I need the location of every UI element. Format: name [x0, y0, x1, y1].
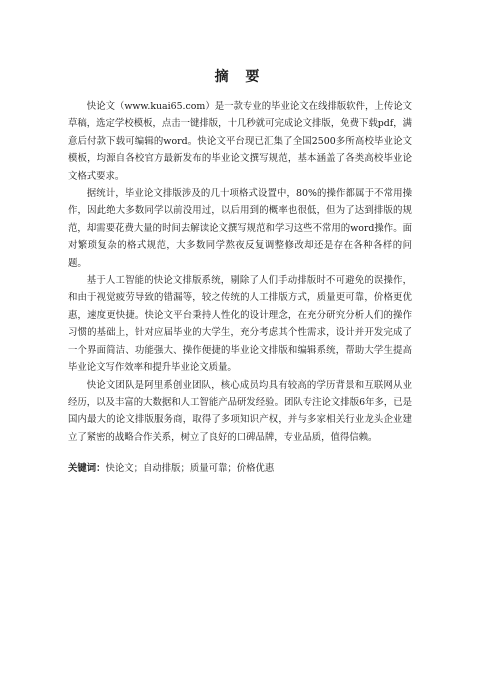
- abstract-paragraph-2: 据统计，毕业论文排版涉及的几十项格式设置中，80%的操作都属于不常用操作，因此绝大多数同学以前没用过，以后用到的概率也很低，但为了达到排版的规范，却需要花费大量的时间去解读论文撰写规范和学习这些不常用的word操作。面对繁琐复杂的格式规范，大多数同学熬夜反复调整修改却还是存在各种各样的问题。: [68, 188, 412, 269]
- keywords-label: 关键词：: [68, 463, 106, 475]
- abstract-paragraph-3: 基于人工智能的快论文排版系统，剔除了人们手动排版时不可避免的误操作，和由于视觉疲劳导致的错漏等，较之传统的人工排版方式，质量更可靠，价格更优惠，速度更快捷。快论文平台秉持人性化的设计理念，在充分研究分析人们的操作习惯的基础上，针对应届毕业的大学生，充分考虑其个性需求，设计并开发完成了一个界面简洁、功能强大、操作便捷的毕业论文排版和编辑系统，帮助大学生提高毕业论文写作效率和提升毕业论文质量。: [68, 275, 412, 374]
- abstract-title: 摘 要: [214, 69, 266, 85]
- keywords-text: 快论文；自动排版；质量可靠；价格优惠: [105, 463, 275, 475]
- keywords-line: [68, 460, 412, 477]
- abstract-paragraph-1: 快论文（www.kuai65.com）是一款专业的毕业论文在线排版软件，上传论文草稿，选定学校模板，点击一键排版，十几秒就可完成论文排版，免费下载pdf，满意后付款下载可编辑的word。快论文平台现已汇集了全国2500多所高校毕业论文模板，均源自各校官方最新发布的毕业论文撰写规范，基本涵盖了各类高校毕业论文格式要求。: [68, 101, 412, 182]
- abstract-paragraph-4: 快论文团队是阿里系创业团队，核心成员均具有较高的学历背景和互联网从业经历，以及丰富的大数据和人工智能产品研发经验。团队专注论文排版6年多，已是国内最大的论文排版服务商，取得了多项知识产权，并与多家相关行业龙头企业建立了紧密的战略合作关系，树立了良好的口碑品牌，专业品质，值得信赖。: [68, 379, 412, 443]
